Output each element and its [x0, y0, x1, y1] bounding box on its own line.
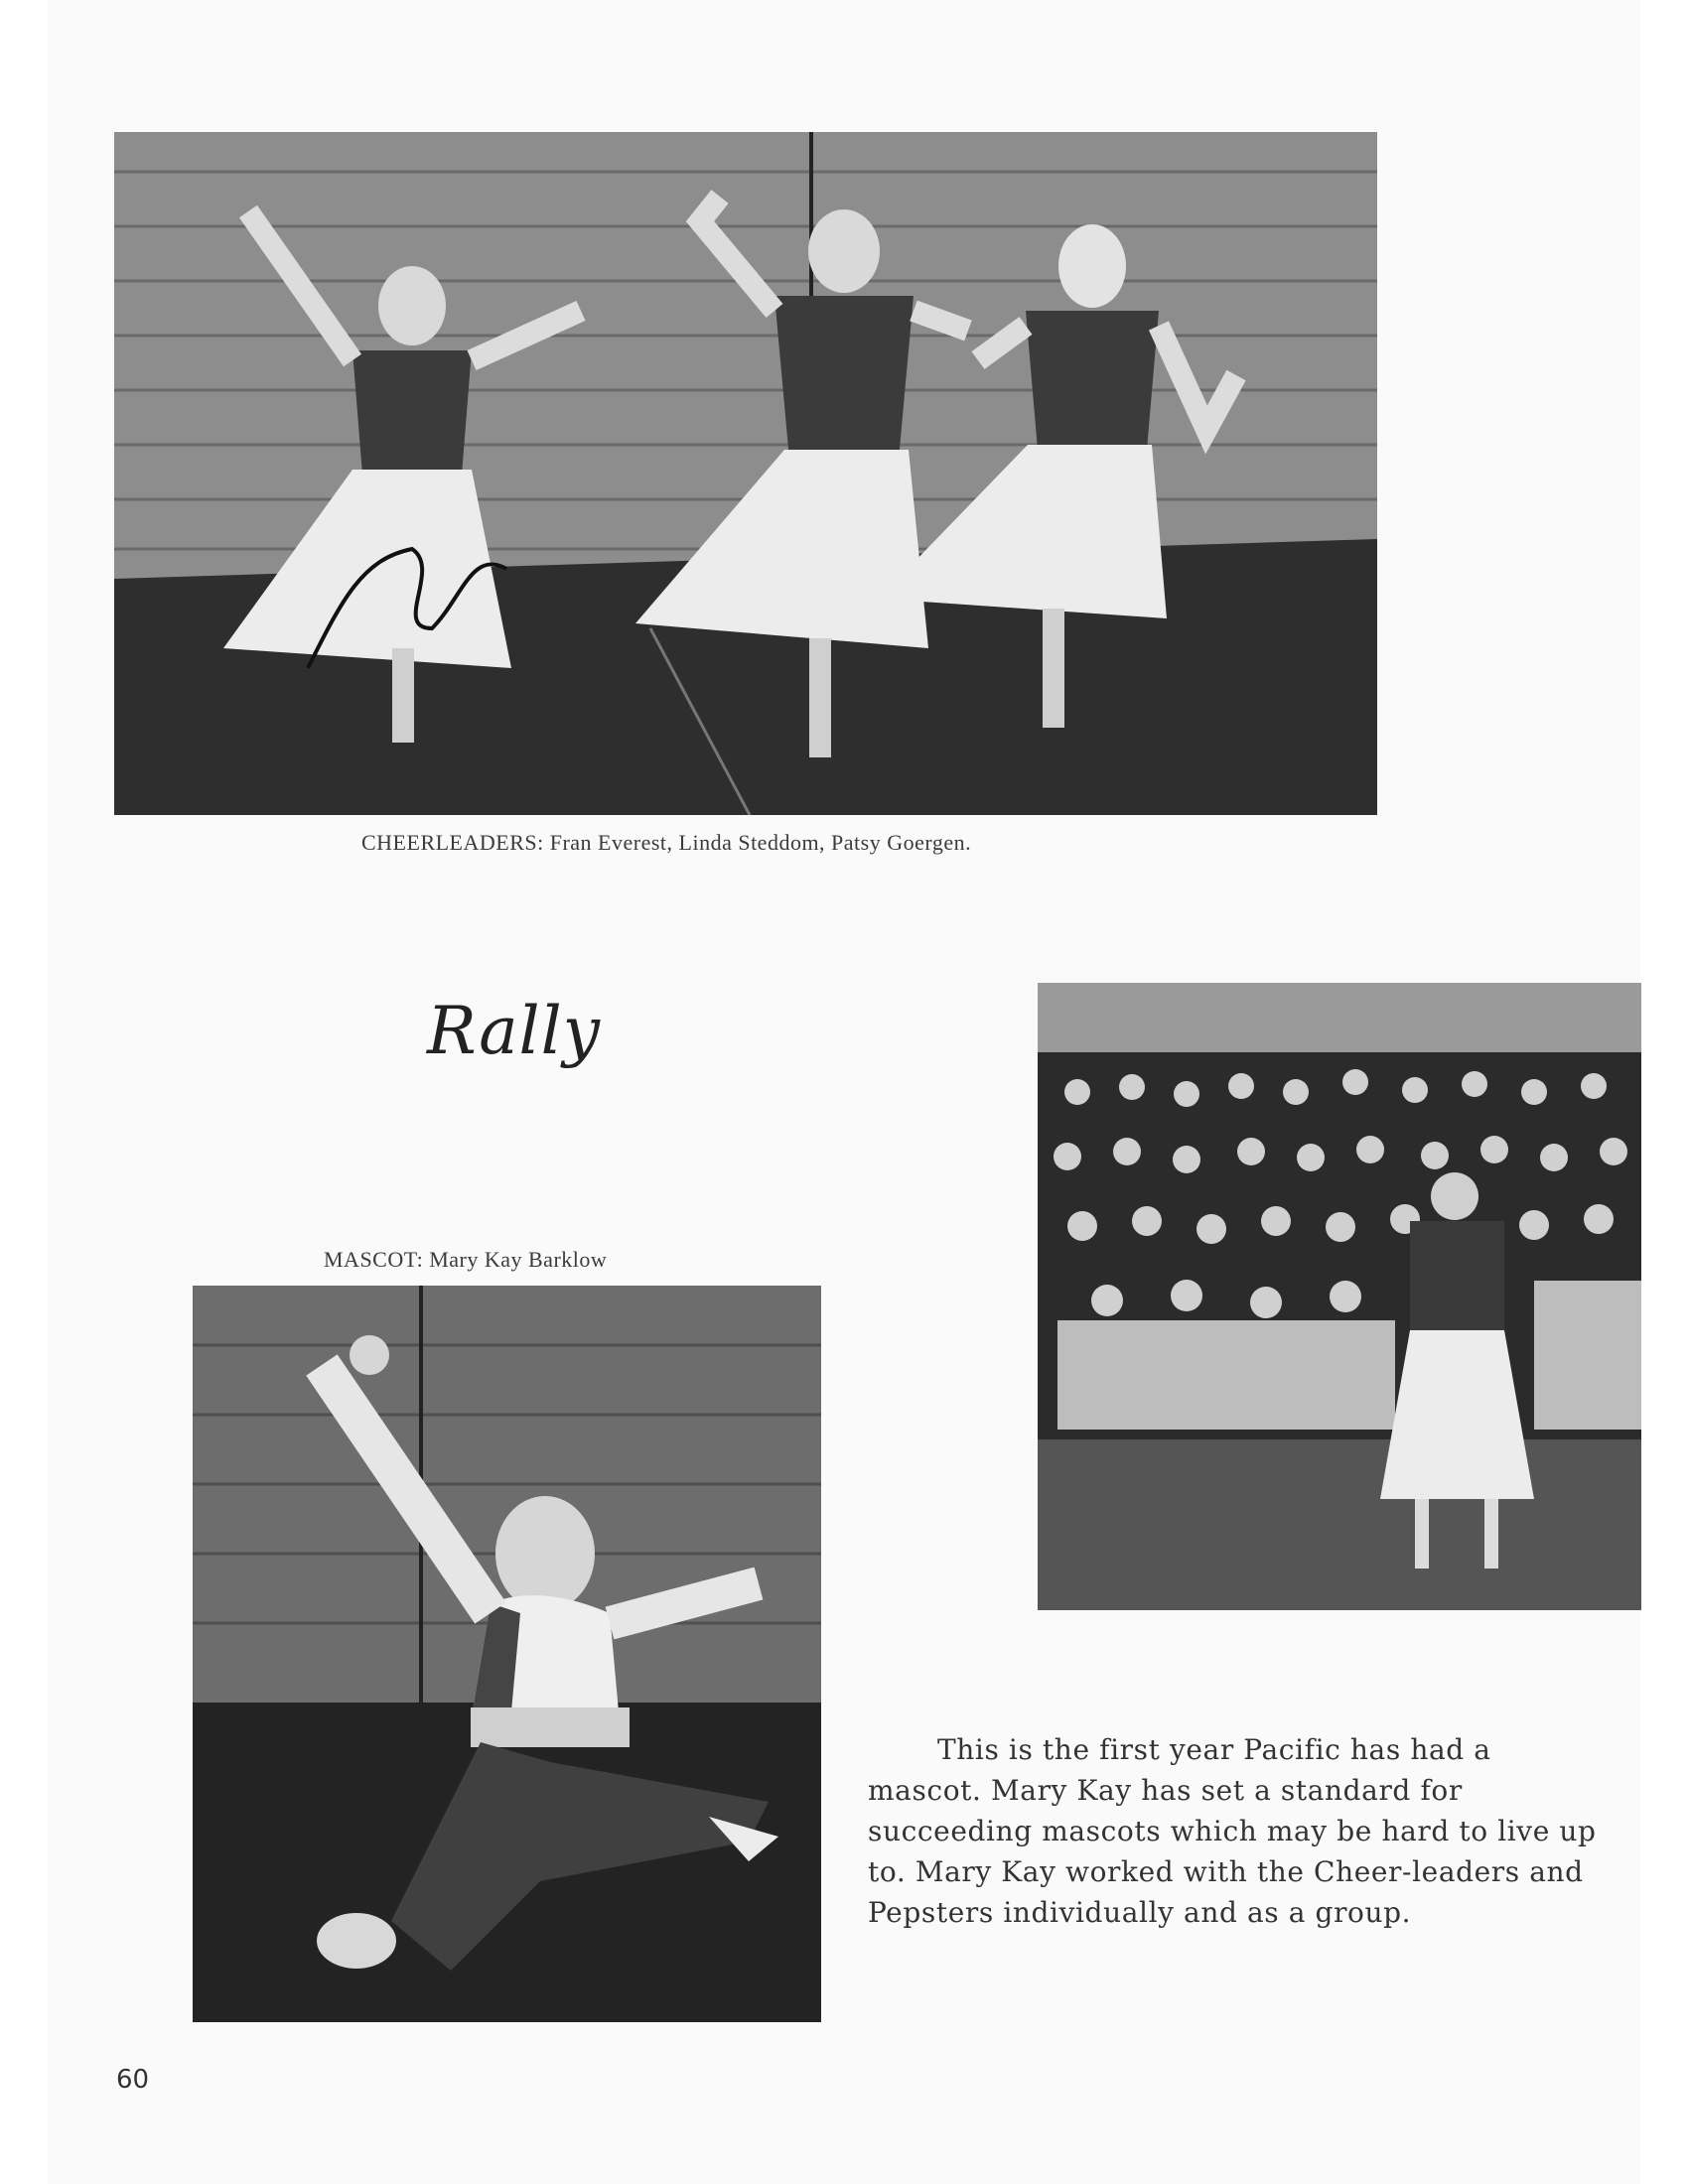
page-heading: Rally	[427, 993, 602, 1069]
article-text	[868, 1729, 1603, 1933]
page-number: 60	[116, 2065, 150, 2095]
mascot-photo	[193, 1286, 821, 2022]
cheerleaders-caption: CHEERLEADERS: Fran Everest, Linda Steddom, Patsy Goergen.	[361, 830, 972, 855]
rally-crowd-photo	[1038, 983, 1641, 1610]
mascot-caption: MASCOT: Mary Kay Barklow	[324, 1247, 608, 1272]
article-paragraph: This is the first year Pacific has had a mascot. Mary Kay has set a standard for succeeding mascots which may be hard to live up to. Mary Kay worked with the Cheer-leaders and Pepsters individually and as a group.	[868, 1733, 1597, 1929]
cheerleaders-photo	[114, 132, 1377, 815]
